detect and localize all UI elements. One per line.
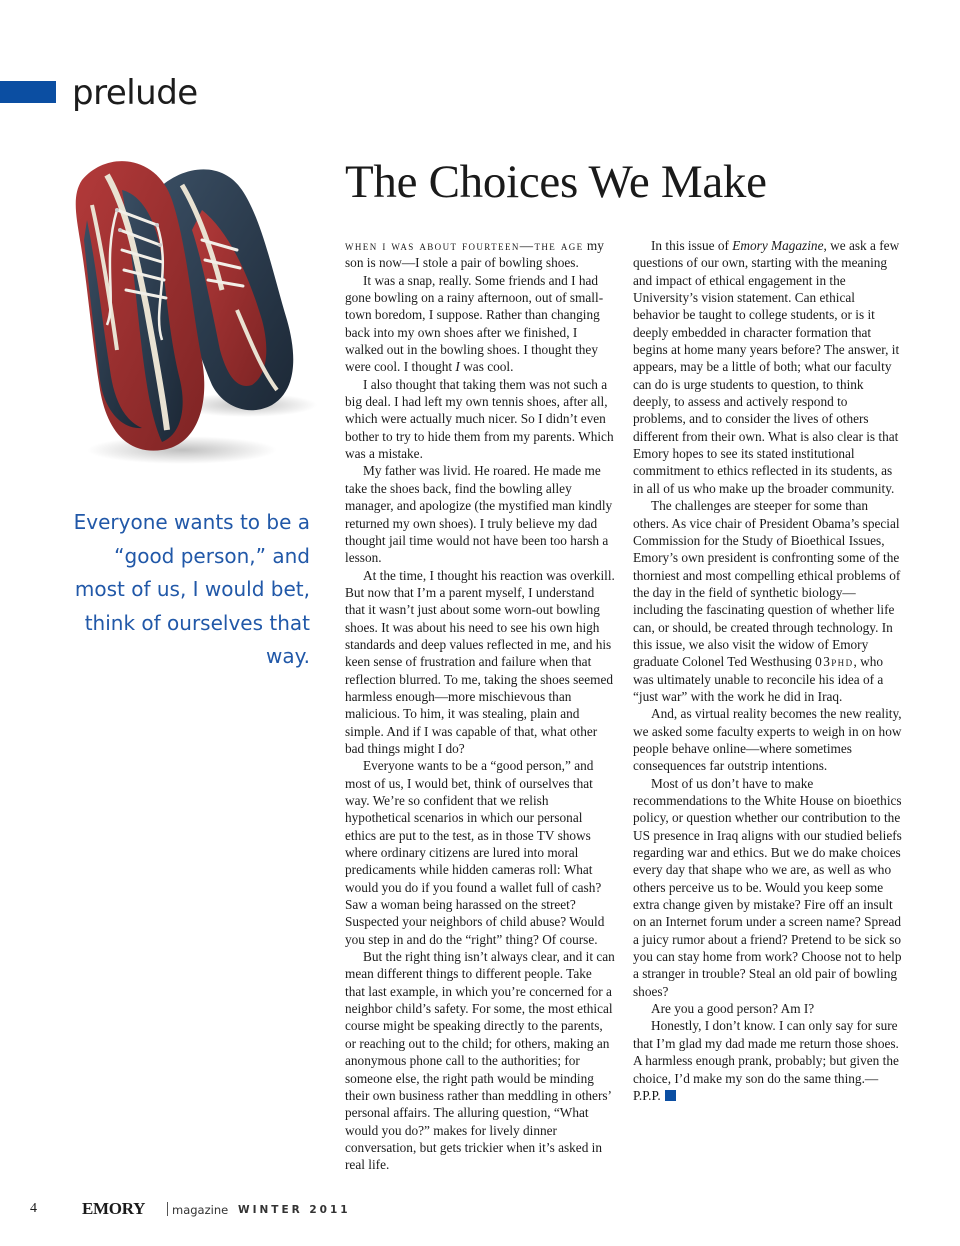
footer-brand: EMORY <box>82 1199 146 1218</box>
page-footer <box>30 1198 430 1220</box>
paragraph: Most of us don’t have to make recommendations to the White House on bioethics policy, or question whether our contribution to the US presence in Iraq aligns with our studied beliefs regarding war and ethics. But we do make choices every day that shape who we are, as well as who others perceive us to be. Would you keep some extra change given by mistake? Fire off an insult on an Internet forum under a screen name? Spread a juicy rumor about a friend? Pretend to be sick so you can stay home from work? Choose not to help a stranger in trouble? Steal an old pair of bowling shoes? <box>633 775 902 999</box>
footer-issue: WINTER 2011 <box>238 1204 351 1216</box>
paragraph: And, as virtual reality becomes the new reality, we asked some faculty experts to weigh in on how people behave online—where sometimes consequences far outstrip intentions. <box>633 706 902 774</box>
paragraph <box>633 237 903 497</box>
article-column-2 <box>633 237 903 1104</box>
footer-divider <box>167 1202 168 1216</box>
paragraph <box>633 497 903 705</box>
paragraph-text: , we ask a few questions of our own, starting with the meaning and impact of ethical engagement in the University’s vision statement. Can ethical behavior be taught to college students, or is it deeply embedded in character formation that begins at home many years before? The answer, it appears, may be a little of both; what our faculty can do is urge students to question, to think deeply, to assess and actively respond to problems, and to consider the lives of others different from their own. What is also clear is that Emory hopes to see its stated institutional commitment to ethics reflected in its students, as in all of us who make up the broader community. <box>633 238 900 496</box>
emphasis: Emory Magazine <box>732 238 824 253</box>
paragraph: My father was livid. He roared. He made me take the shoes back, find the bowling alley manager, and apologize (the mystified man kindly returned my own shoes). I truly believe my dad thought jail time would not have been too harsh a lesson. <box>345 463 613 566</box>
paragraph <box>345 237 615 272</box>
paragraph-text: Honestly, I don’t know. I can only say for sure that I’m glad my dad made me return those shoes. A harmless enough prank, probably; but given the choice, I’d make my son do the same thing.—P.P.P. <box>633 1018 899 1103</box>
page-number: 4 <box>30 1201 37 1216</box>
paragraph <box>633 1017 903 1104</box>
paragraph: But the right thing isn’t always clear, and it can mean different things to different people. Take that last example, in which you’re concerned for a neighbor child’s safety. For some, the most ethical course might be speaking directly to the parents, or reaching out to the child; for others, making an anonymous phone call to the authorities; for someone else, the right path would be minding their own business rather than meddling in others’ personal affairs. The alluring question, “What would you do?” makes for lively dinner conversation, but gets trickier when it’s asked in real life. <box>345 949 615 1173</box>
paragraph: Are you a good person? Am I? <box>651 1001 815 1017</box>
paragraph-text: In this issue of <box>651 238 729 253</box>
paragraph-text: was cool. <box>463 359 514 375</box>
paragraph-text: , who was ultimately unable to reconcile his idea of a “just war” with the work he did in Iraq. <box>633 654 884 704</box>
paragraph-text: The challenges are steeper for some than others. As vice chair of President Obama’s special Commission for the Study of Bioethical Issues, Emory’s own president is confronting some of the thorniest and most compelling ethical problems of the day in the field of synthetic biology—including the fascinating question of whether life can, or should, be created through technology. In this issue, we also visit the widow of Emory graduate Colonel Ted Westhusing <box>633 498 901 670</box>
paragraph: Everyone wants to be a “good person,” and most of us, I would bet, think of ourselves that way. We’re so confident that we relish hypothetical scenarios in which our personal ethics are put to the test, as in those TV shows where ordinary citizens are lured into moral predicaments while hidden cameras roll: What would you do if you found a wallet full of cash? Saw a woman being harassed on the street? Suspected your neighbors of child abuse? Would you step in and do the “right” thing? Of course. <box>345 758 605 947</box>
section-label: prelude <box>72 73 198 113</box>
paragraph <box>345 272 615 376</box>
class-year: 03phd <box>815 654 854 670</box>
article-column-1 <box>345 237 615 1174</box>
paragraph: At the time, I thought his reaction was overkill. But now that I’m a parent myself, I understand that it wasn’t just about some worn-out bowling shoes. It was about his need to see his own high standards and deep values reflected in me, and his keen sense of frustration and failure when that reflection blurred. To me, taking the shoes seemed harmless enough—more mischievous than malicious. To him, it was stealing, plain and simple. And if I was capable of that, what other bad things might I do? <box>345 567 615 756</box>
end-mark-icon <box>665 1090 676 1101</box>
paragraph-text: my son is now—I stole a pair of bowling shoes. <box>345 238 604 271</box>
bowling-shoes-photo <box>62 150 317 470</box>
opening-small-caps: when i was about fourteen—the age <box>345 238 584 253</box>
paragraph-text: It was a snap, really. Some friends and I had gone bowling on a rainy afternoon, out of small-town boredom, I suppose. Rather than changing back into my own shoes after we finished, I walked out in the bowling shoes. I thought they were cool. I thought <box>345 272 604 375</box>
emphasis: I <box>455 359 460 375</box>
paragraph: I also thought that taking them was not such a big deal. I had left my own tennis shoes, after all, which were actually much nicer. So I didn’t even bother to try to hide them from my parents. Which was a mistake. <box>345 376 614 462</box>
article-title: The Choices We Make <box>345 156 767 208</box>
section-header <box>0 70 400 116</box>
pull-quote: Everyone wants to be a “good person,” and most of us, I would bet, think of ourselves that way. <box>73 510 310 668</box>
footer-magazine: magazine <box>172 1203 229 1217</box>
section-accent-bar <box>0 81 56 103</box>
